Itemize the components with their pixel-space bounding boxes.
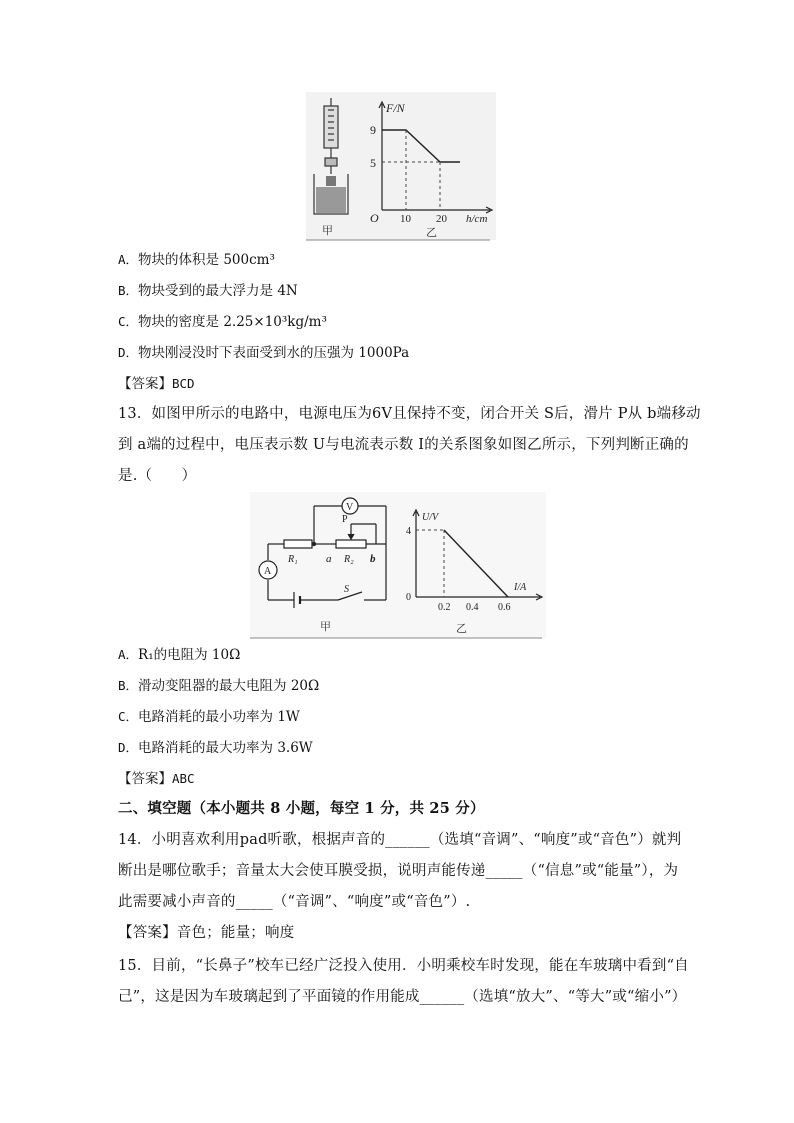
q13-line-2: 到 a端的过程中，电压表示数 U与电流表示数 I的关系图象如图乙所示，下列判断正确的 <box>118 437 689 453</box>
switch-label: S <box>344 584 349 595</box>
x-axis-label: I/A <box>514 582 527 593</box>
option-text: 物块的体积是 500cm³ <box>138 252 275 268</box>
end-a-label: a <box>326 553 332 565</box>
q12-option-d <box>118 343 409 363</box>
q13-option-b <box>118 676 319 696</box>
end-b-label: b <box>370 553 376 565</box>
option-text: 物块的密度是 2.25×10³kg/m³ <box>138 314 327 330</box>
answer-value: 音色；能量；响度 <box>176 925 295 941</box>
option-text: R₁的电阻为 10Ω <box>138 647 241 663</box>
option-text: 滑动变阻器的最大电阻为 20Ω <box>138 678 320 694</box>
y-axis-label: U/V <box>422 512 439 523</box>
spring-scale-drawing <box>324 98 338 174</box>
option-text: 电路消耗的最小功率为 1W <box>138 709 300 725</box>
r2-label: R₂ <box>344 554 354 565</box>
answer-label: 【答案】 <box>118 771 172 787</box>
option-prefix: D． <box>118 345 139 360</box>
q14-line-1: 14．小明喜欢利用pad听歌，根据声音的______（选填“音调”、“响度”或“音色”）就判 <box>118 832 682 848</box>
q14-line-2: 断出是哪位歌手；音量太大会使耳膜受损，说明声能传递_____（“信息”或“能量”），为 <box>118 863 679 879</box>
ammeter-label: A <box>264 566 272 577</box>
figure2-left-caption: 甲 <box>320 621 331 633</box>
q12-answer <box>118 374 195 394</box>
x-tick-0-2: 0.2 <box>438 602 451 613</box>
y-tick-5: 5 <box>370 156 376 170</box>
q13-line-3: 是.（ ） <box>118 468 197 484</box>
figure-circuit <box>250 492 546 640</box>
figure-background <box>250 492 546 638</box>
q14-answer <box>118 922 294 944</box>
q13-option-a <box>118 645 240 665</box>
figure-buoyancy <box>300 92 500 242</box>
figure1-right-caption: 乙 <box>426 227 437 239</box>
y-axis-label: F/N <box>386 101 405 115</box>
option-text: 物块刚浸没时下表面受到水的压强为 1000Pa <box>138 345 410 361</box>
q13-option-d <box>118 738 313 758</box>
option-prefix: B． <box>118 283 139 298</box>
answer-label: 【答案】 <box>118 376 172 392</box>
option-prefix: D． <box>118 740 139 755</box>
x-axis-label: h/cm <box>466 213 488 225</box>
q12-option-a <box>118 250 275 270</box>
q15-line-2: 己”，这是因为车玻璃起到了平面镜的作用能成______（选填“放大”、“等大”或“缩小”） <box>118 989 687 1005</box>
q14-line-3: 此需要减小声音的_____（“音调”、“响度”或“音色”）. <box>118 894 471 910</box>
slider-label: P <box>342 514 348 525</box>
answer-label: 【答案】 <box>118 925 177 941</box>
q12-option-c <box>118 312 327 332</box>
q13-answer <box>118 769 195 789</box>
y-tick-9: 9 <box>370 123 376 137</box>
y-tick-4: 4 <box>406 526 411 537</box>
option-text: 电路消耗的最大功率为 3.6W <box>138 740 313 756</box>
figure2-right-caption: 乙 <box>456 623 467 635</box>
voltmeter-label: V <box>346 502 354 513</box>
q13-option-c <box>118 707 300 727</box>
x-tick-20: 20 <box>436 213 447 225</box>
x-tick-10: 10 <box>400 213 411 225</box>
option-prefix: A． <box>118 647 139 662</box>
option-text: 物块受到的最大浮力是 4N <box>138 283 298 299</box>
option-prefix: B． <box>118 678 139 693</box>
answer-value: BCD <box>172 376 195 391</box>
origin-label: 0 <box>406 592 411 603</box>
answer-value: ABC <box>172 771 195 786</box>
origin-label: O <box>370 211 379 225</box>
figure1-left-caption: 甲 <box>322 225 333 237</box>
q12-option-b <box>118 281 298 301</box>
option-prefix: C． <box>118 314 139 329</box>
r1-label: R₁ <box>288 554 298 565</box>
option-prefix: C． <box>118 709 139 724</box>
x-tick-0-4: 0.4 <box>466 602 479 613</box>
q13-line-1: 13．如图甲所示的电路中，电源电压为6V且保持不变，闭合开关 S后，滑片 P从 b端移动 <box>118 406 701 422</box>
x-tick-0-6: 0.6 <box>498 602 511 613</box>
option-prefix: A． <box>118 252 139 267</box>
q15-line-1: 15．目前，“长鼻子”校车已经广泛投入使用．小明乘校车时发现，能在车玻璃中看到“自 <box>118 958 689 974</box>
section-2-title: 二、填空题（本小题共 8 小题，每空 1 分，共 25 分） <box>118 800 485 817</box>
